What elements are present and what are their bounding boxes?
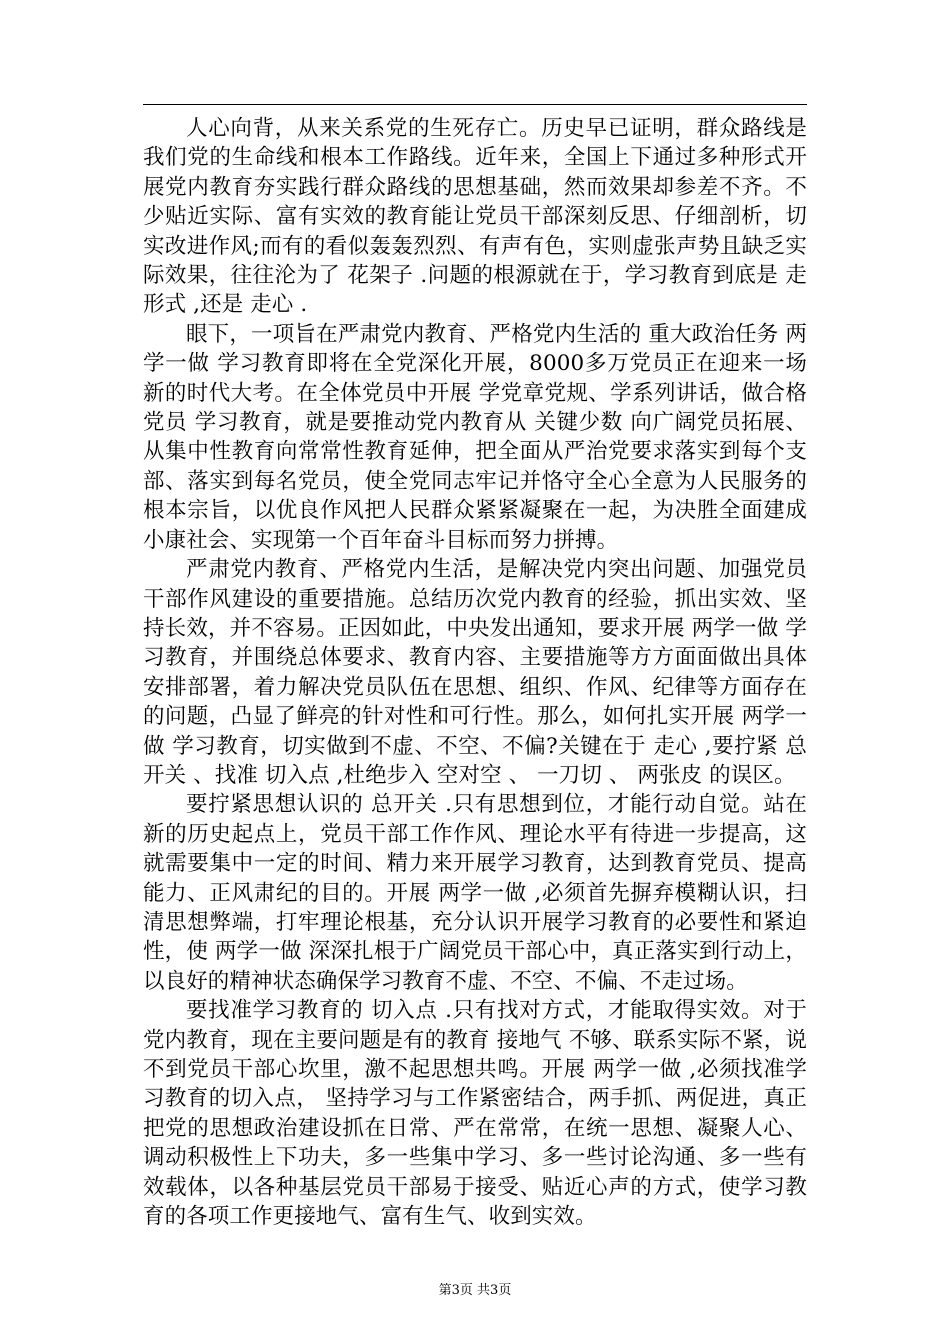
page-footer: [0, 1283, 950, 1299]
page-number-label: 第3页 共3页: [438, 1283, 512, 1298]
paragraph-5: 要找准学习教育的 切入点 .只有找对方式，才能取得实效。对于党内教育，现在主要问题是有的教育 接地气 不够、联系实际不紧，说不到党员干部心坎里，激不起思想共鸣。开展 两学一做 ,必须找准学习教育的切入点， 坚持学习与工作紧密结合，两手抓、两促进，真正把党的思想政治建设抓在日常、严在常常，在统一思想、凝聚人心、调动积极性上下功夫，多一些集中学习、多一些讨论沟通、多一些有效载体，以各种基层党员干部易于接受、贴近心声的方式，使学习教育的各项工作更接地气、富有生气、收到实效。: [143, 998, 807, 1230]
header-rule: [143, 104, 807, 105]
paragraph-2: 眼下，一项旨在严肃党内教育、严格党内生活的 重大政治任务 两学一做 学习教育即将在全党深化开展，8000多万党员正在迎来一场新的时代大考。在全体党员中开展 学党章党规、学系列讲话，做合格党员 学习教育，就是要推动党内教育从 关键少数 向广阔党员拓展、从集中性教育向常常性教育延伸，把全面从严治党要求落实到每个支部、落实到每名党员，使全党同志牢记并恪守全心全意为人民服务的根本宗旨，以优良作风把人民群众紧紧凝聚在一起，为决胜全面建成小康社会、实现第一个百年奋斗目标而努力拼搏。: [143, 321, 807, 553]
document-body: [143, 114, 807, 1231]
paragraph-3: 严肃党内教育、严格党内生活，是解决党内突出问题、加强党员干部作风建设的重要措施。总结历次党内教育的经验，抓出实效、坚持长效，并不容易。正因如此，中央发出通知，要求开展 两学一做 学习教育，并围绕总体要求、教育内容、主要措施等方方面面做出具体安排部署，着力解决党员队伍在思想、组织、作风、纪律等方面存在的问题，凸显了鲜亮的针对性和可行性。那么，如何扎实开展 两学一做 学习教育，切实做到不虚、不空、不偏?关键在于 走心 ,要拧紧 总开关 、找准 切入点 ,杜绝步入 空对空 、 一刀切 、 两张皮 的误区。: [143, 557, 807, 788]
paragraph-4: 要拧紧思想认识的 总开关 .只有思想到位，才能行动自觉。站在新的历史起点上，党员干部工作作风、理论水平有待进一步提高，这就需要集中一定的时间、精力来开展学习教育，达到教育党员、提高能力、正风肃纪的目的。开展 两学一做 ,必须首先摒弃模糊认识，扫清思想弊端，打牢理论根基，充分认识开展学习教育的必要性和紧迫性，使 两学一做 深深扎根于广阔党员干部心中，真正落实到行动上，以良好的精神状态确保学习教育不虚、不空、不偏、不走过场。: [143, 792, 807, 994]
paragraph-1: 人心向背，从来关系党的生死存亡。历史早已证明，群众路线是我们党的生命线和根本工作路线。近年来，全国上下通过多种形式开展党内教育夯实践行群众路线的思想基础，然而效果却参差不齐。不少贴近实际、富有实效的教育能让党员干部深刻反思、仔细剖析，切实改进作风;而有的看似轰轰烈烈、有声有色，实则虚张声势且缺乏实际效果，往往沦为了 花架子 .问题的根源就在于，学习教育到底是 走形式 ,还是 走心 .: [143, 116, 807, 318]
